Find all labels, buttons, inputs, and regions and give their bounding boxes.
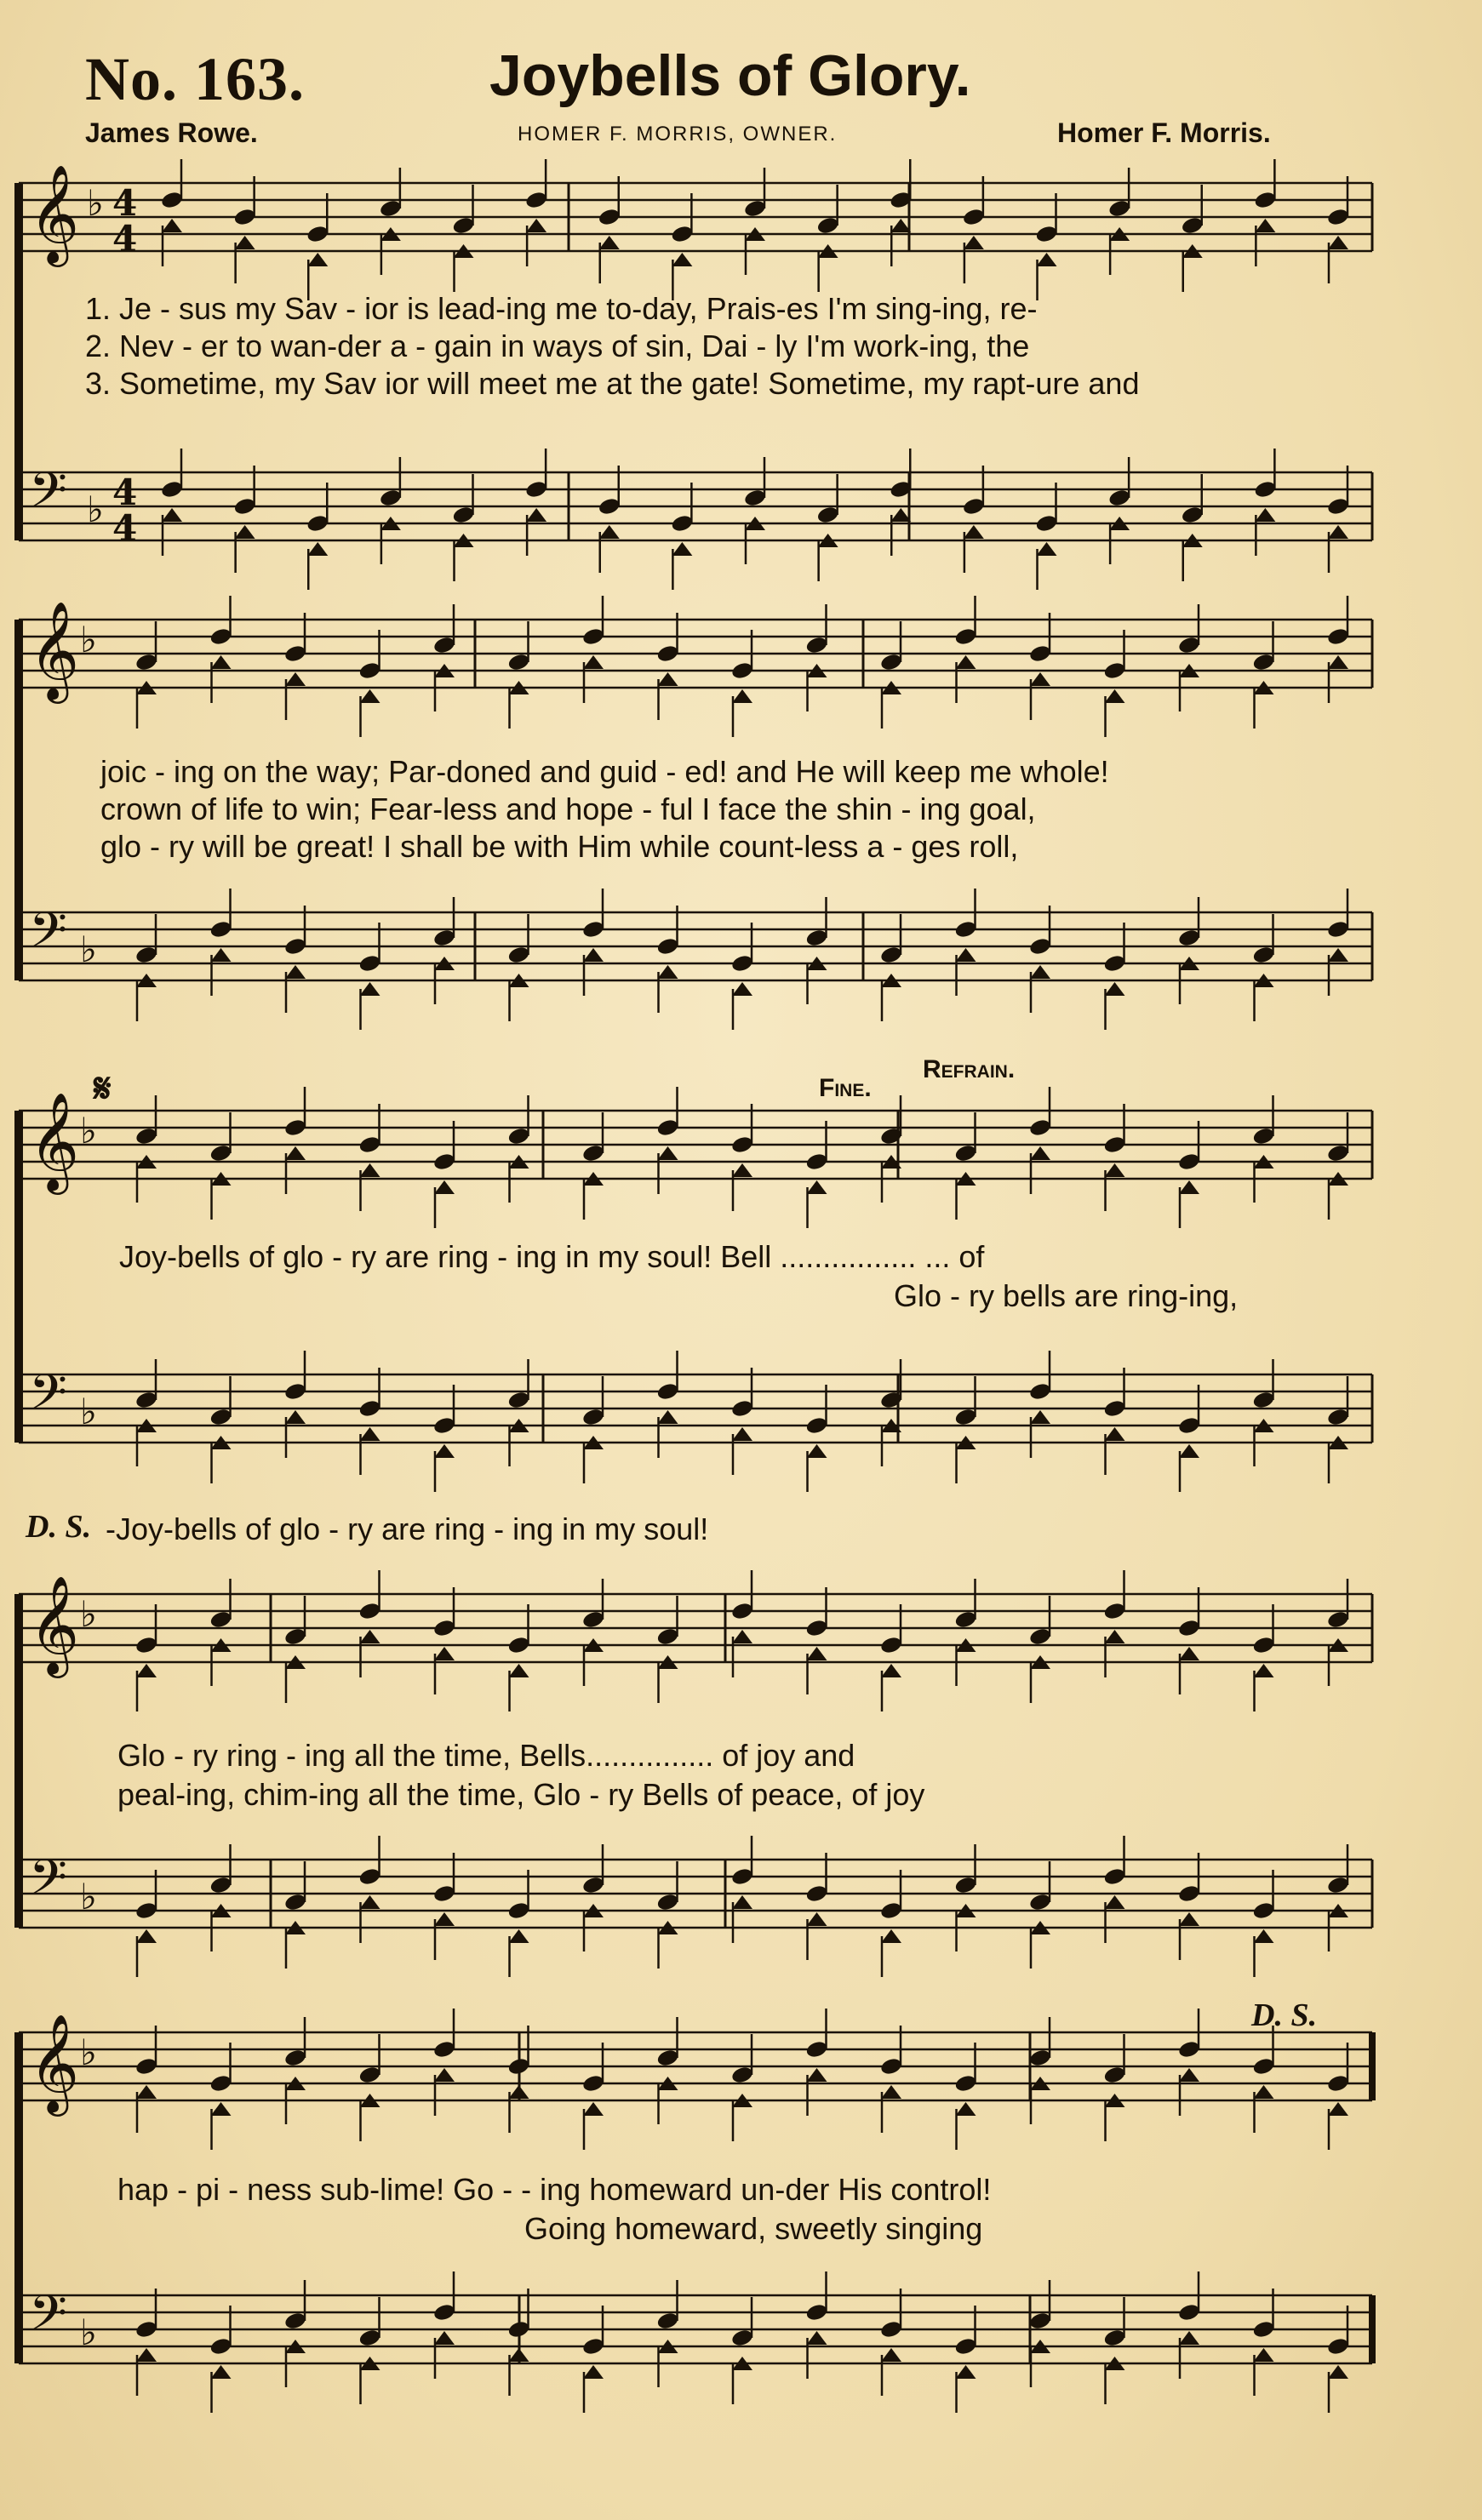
shape-notehead	[583, 2365, 604, 2379]
system2-verse2: crown of life to win; Fear-less and hope - ful I face the shin - ing goal,	[100, 791, 1036, 826]
shape-notehead	[1179, 2068, 1199, 2082]
shape-notehead	[1030, 965, 1050, 979]
ds-prefix: D. S.	[26, 1509, 92, 1545]
shape-notehead	[956, 2102, 976, 2116]
shape-notehead	[807, 1912, 827, 1926]
shape-notehead	[658, 672, 678, 686]
shape-notehead	[1179, 2331, 1199, 2345]
shape-notehead	[285, 965, 306, 979]
shape-notehead	[964, 236, 984, 249]
shape-notehead	[509, 1664, 529, 1677]
shape-notehead	[807, 2068, 827, 2082]
shape-notehead	[807, 1647, 827, 1660]
shape-notehead	[307, 542, 328, 556]
shape-notehead	[599, 236, 620, 249]
shape-notehead	[1105, 982, 1125, 996]
shape-notehead	[956, 2365, 976, 2379]
shape-notehead	[509, 2348, 529, 2362]
system3-lyric1: Joy-bells of glo - ry are ring - ing in my soul! Bell ................ ... of	[119, 1239, 985, 1274]
shape-notehead	[360, 1630, 381, 1643]
shape-notehead	[599, 525, 620, 539]
bass-clef: 𝄢	[29, 901, 68, 971]
system3-lyric2: Glo - ry bells are ring-ing,	[894, 1278, 1239, 1313]
shape-notehead	[732, 1163, 752, 1177]
shape-notehead	[1254, 1929, 1274, 1943]
shape-notehead	[1030, 1410, 1050, 1424]
shape-notehead	[1105, 1427, 1125, 1441]
shape-notehead	[360, 689, 381, 703]
shape-notehead	[1179, 1912, 1199, 1926]
copyright-owner: HOMER F. MORRIS, OWNER.	[518, 123, 838, 146]
shape-notehead	[732, 982, 752, 996]
shape-notehead	[1328, 2365, 1348, 2379]
shape-notehead	[526, 508, 546, 522]
shape-notehead	[235, 236, 255, 249]
hymn-number: No. 163.	[85, 45, 305, 113]
ds-end-marker: D. S.	[1251, 1997, 1318, 2033]
fine-marker: Fine.	[819, 1074, 872, 1102]
flat-sign: ♭	[80, 1391, 97, 1432]
shape-notehead	[583, 2102, 604, 2116]
shape-notehead	[964, 525, 984, 539]
system5-lyric2: Going homeward, sweetly singing	[524, 2211, 983, 2246]
system4-lyric1: Glo - ry ring - ing all the time, Bells............... of joy and	[117, 1738, 855, 1773]
system1-verse1: 1. Je - sus my Sav - ior is lead-ing me to-day, Prais-es I'm sing-ing, re-	[85, 291, 1038, 326]
shape-notehead	[658, 1146, 678, 1160]
shape-notehead	[1328, 236, 1348, 249]
bass-clef: 𝄢	[29, 1363, 68, 1433]
shape-notehead	[1255, 508, 1275, 522]
shape-notehead	[360, 1427, 381, 1441]
shape-notehead	[583, 655, 604, 669]
time-signature-bottom: 4	[112, 507, 138, 549]
shape-notehead	[881, 2348, 901, 2362]
shape-notehead	[307, 253, 328, 266]
shape-notehead	[434, 2068, 455, 2082]
shape-notehead	[672, 542, 692, 556]
shape-notehead	[360, 1163, 381, 1177]
lyricist-credit: James Rowe.	[85, 117, 258, 148]
shape-notehead	[509, 1929, 529, 1943]
shape-notehead	[732, 1895, 752, 1909]
bass-clef: 𝄢	[29, 461, 68, 531]
shape-notehead	[136, 1664, 157, 1677]
ds-lyric: -Joy-bells of glo - ry are ring - ing in my soul!	[106, 1511, 709, 1546]
treble-clef: 𝄞	[29, 1091, 80, 1191]
shape-notehead	[360, 982, 381, 996]
system2-verse1: joic - ing on the way; Par-doned and guid - ed! and He will keep me whole!	[100, 754, 1109, 789]
composer-credit: Homer F. Morris.	[1057, 117, 1271, 148]
shape-notehead	[658, 1410, 678, 1424]
shape-notehead	[732, 1427, 752, 1441]
shape-notehead	[434, 2331, 455, 2345]
shape-notehead	[1328, 655, 1348, 669]
refrain-marker: Refrain.	[923, 1055, 1016, 1083]
time-signature-bottom: 4	[112, 218, 138, 260]
shape-notehead	[434, 1444, 455, 1458]
flat-sign: ♭	[87, 182, 104, 224]
flat-sign: ♭	[80, 619, 97, 660]
shape-notehead	[732, 689, 752, 703]
bass-clef: 𝄢	[29, 2284, 68, 2354]
shape-notehead	[235, 525, 255, 539]
shape-notehead	[1179, 1180, 1199, 1194]
shape-notehead	[136, 2348, 157, 2362]
shape-notehead	[583, 948, 604, 962]
shape-notehead	[1105, 1163, 1125, 1177]
shape-notehead	[881, 2085, 901, 2099]
treble-clef: 𝄞	[29, 600, 80, 700]
shape-notehead	[285, 1146, 306, 1160]
shape-notehead	[881, 1664, 901, 1677]
shape-notehead	[956, 655, 976, 669]
shape-notehead	[807, 1444, 827, 1458]
time-signature-top: 4	[112, 182, 138, 224]
flat-sign: ♭	[80, 2031, 97, 2073]
shape-notehead	[1105, 1895, 1125, 1909]
shape-notehead	[1254, 2085, 1274, 2099]
system1-verse3: 3. Sometime, my Sav ior will meet me at the gate! Sometime, my rapt-ure and	[85, 366, 1140, 401]
treble-clef: 𝄞	[29, 163, 80, 263]
shape-notehead	[285, 672, 306, 686]
system1-verse2: 2. Nev - er to wan-der a - gain in ways of sin, Dai - ly I'm work-ing, the	[85, 329, 1030, 363]
shape-notehead	[434, 1180, 455, 1194]
treble-clef: 𝄞	[29, 2013, 80, 2112]
shape-notehead	[136, 1929, 157, 1943]
shape-notehead	[1030, 1146, 1050, 1160]
shape-notehead	[1179, 1444, 1199, 1458]
shape-notehead	[1105, 1630, 1125, 1643]
shape-notehead	[1328, 525, 1348, 539]
shape-notehead	[211, 2102, 232, 2116]
shape-notehead	[658, 965, 678, 979]
shape-notehead	[211, 948, 232, 962]
shape-notehead	[162, 219, 182, 232]
shape-notehead	[1030, 672, 1050, 686]
shape-notehead	[1179, 1647, 1199, 1660]
treble-clef: 𝄞	[29, 1574, 80, 1674]
time-signature-top: 4	[112, 471, 138, 513]
shape-notehead	[1255, 219, 1275, 232]
shape-notehead	[1105, 689, 1125, 703]
shape-notehead	[211, 2365, 232, 2379]
segno-sign: 𝄋	[94, 1066, 112, 1111]
shape-notehead	[211, 655, 232, 669]
shape-notehead	[1037, 253, 1057, 266]
shape-notehead	[1328, 948, 1348, 962]
hymn-title: Joybells of Glory.	[489, 43, 971, 108]
flat-sign: ♭	[87, 489, 104, 530]
flat-sign: ♭	[80, 1593, 97, 1635]
shape-notehead	[1254, 1664, 1274, 1677]
shape-notehead	[136, 2085, 157, 2099]
shape-notehead	[434, 1647, 455, 1660]
shape-notehead	[807, 2331, 827, 2345]
shape-notehead	[956, 948, 976, 962]
flat-sign: ♭	[80, 929, 97, 970]
shape-notehead	[360, 1895, 381, 1909]
bass-clef: 𝄢	[29, 1849, 68, 1918]
system4-lyric2: peal-ing, chim-ing all the time, Glo - ry Bells of peace, of joy	[117, 1777, 925, 1812]
shape-notehead	[1037, 542, 1057, 556]
system5-lyric1: hap - pi - ness sub-lime! Go - - ing homeward un-der His control!	[117, 2172, 992, 2207]
shape-notehead	[672, 253, 692, 266]
shape-notehead	[881, 1929, 901, 1943]
shape-notehead	[285, 1410, 306, 1424]
shape-notehead	[732, 1630, 752, 1643]
shape-notehead	[807, 1180, 827, 1194]
shape-notehead	[1254, 2348, 1274, 2362]
flat-sign: ♭	[80, 1110, 97, 1151]
shape-notehead	[434, 1912, 455, 1926]
shape-notehead	[509, 2085, 529, 2099]
flat-sign: ♭	[80, 2311, 97, 2353]
shape-notehead	[526, 219, 546, 232]
system2-verse3: glo - ry will be great! I shall be with Him while count-less a - ges roll,	[100, 829, 1019, 864]
flat-sign: ♭	[80, 1876, 97, 1917]
shape-notehead	[162, 508, 182, 522]
shape-notehead	[1328, 2102, 1348, 2116]
